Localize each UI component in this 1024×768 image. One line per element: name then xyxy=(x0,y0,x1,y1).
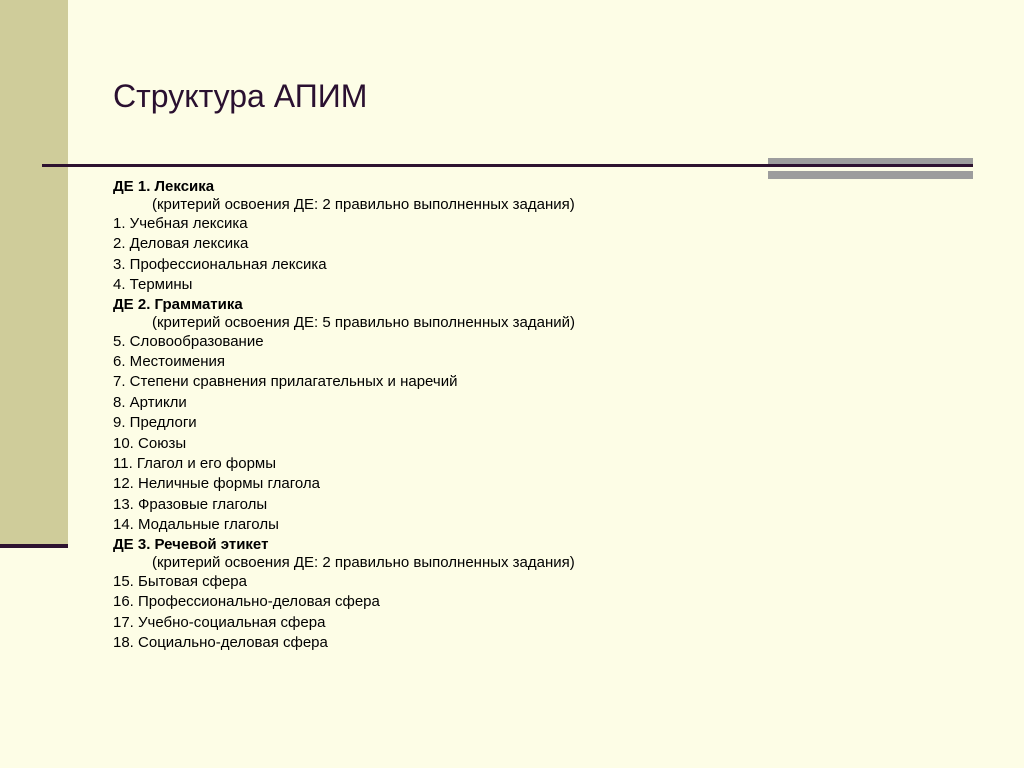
section-de2 xyxy=(113,296,993,536)
list-item: 11. Глагол и его формы xyxy=(113,455,277,473)
list-item: 15. Бытовая сфера xyxy=(113,572,247,590)
slide-content xyxy=(113,178,993,653)
left-band-underline xyxy=(0,544,68,548)
list-item: 13. Фразовые глаголы xyxy=(113,495,268,513)
left-decorative-band xyxy=(0,0,68,548)
gray-accent-bar-gap xyxy=(768,167,973,171)
slide-title: Структура АПИМ xyxy=(113,78,368,114)
section-de1 xyxy=(113,178,993,296)
list-item: 4. Термины xyxy=(113,276,193,294)
list-item: 10. Союзы xyxy=(113,434,187,452)
list-item: 8. Артикли xyxy=(113,393,187,411)
list-item: 14. Модальные глаголы xyxy=(113,516,279,534)
title-divider-line xyxy=(42,164,973,167)
list-item: 3. Профессиональная лексика xyxy=(113,255,327,273)
section-de3 xyxy=(113,536,993,654)
list-item: 16. Профессионально-деловая сфера xyxy=(113,593,380,611)
section-heading: ДЕ 3. Речевой этикет xyxy=(113,535,269,553)
list-item: 12. Неличные формы глагола xyxy=(113,475,320,493)
list-item: 9. Предлоги xyxy=(113,414,197,432)
section-criterion: (критерий освоения ДЕ: 5 правильно выполненных заданий) xyxy=(152,313,576,331)
list-item: 6. Местоимения xyxy=(113,353,226,371)
list-item: 18. Социально-деловая сфера xyxy=(113,633,328,651)
list-item: 17. Учебно-социальная сфера xyxy=(113,613,326,631)
section-criterion: (критерий освоения ДЕ: 2 правильно выполненных задания) xyxy=(152,196,575,213)
section-heading: ДЕ 1. Лексика xyxy=(113,178,215,195)
list-item: 5. Словообразование xyxy=(113,332,264,350)
list-item: 1. Учебная лексика xyxy=(113,215,248,232)
list-item: 2. Деловая лексика xyxy=(113,235,249,253)
section-heading: ДЕ 2. Грамматика xyxy=(113,295,243,313)
section-criterion: (критерий освоения ДЕ: 2 правильно выполненных задания) xyxy=(152,553,575,571)
list-item: 7. Степени сравнения прилагательных и наречий xyxy=(113,373,458,391)
